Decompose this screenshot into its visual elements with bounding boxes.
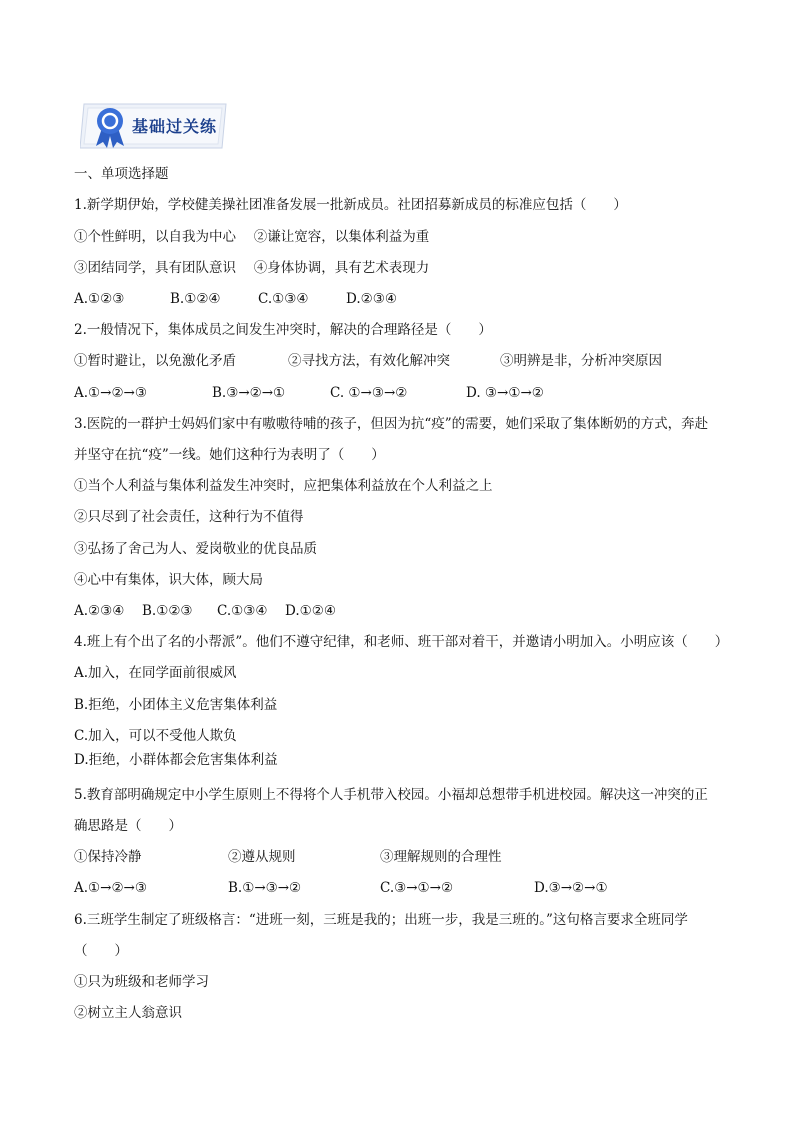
q6-stem-line-2: （ ） [74, 943, 128, 959]
q3-option-b: B.①②③ [142, 603, 193, 619]
q2-statement-1: ①暂时避让，以免激化矛盾 [74, 353, 236, 369]
q5-stem-line-2: 确思路是（ ） [74, 818, 182, 834]
q3-stem-line-1: 3.医院的一群护士妈妈们家中有嗷嗷待哺的孩子，但因为抗“疫”的需要，她们采取了集体断奶的方式，奔赴 [74, 416, 709, 432]
q1-option-b: B.①②④ [170, 291, 221, 307]
q1-option-d: D.②③④ [346, 291, 397, 307]
q3-statement-3: ③弘扬了舍己为人、爱岗敬业的优良品质 [74, 541, 317, 557]
q5-stem-line-1: 5.教育部明确规定中小学生原则上不得将个人手机带入校园。小福却总想带手机进校园。解决这一冲突的正 [74, 787, 708, 803]
q4-option-d: D.拒绝，小群体都会危害集体利益 [74, 752, 278, 768]
q5-option-c: C.③→①→② [380, 880, 454, 896]
q2-stem: 2.一般情况下，集体成员之间发生冲突时，解决的合理路径是（ ） [74, 322, 492, 338]
q5-option-b: B.①→③→② [228, 880, 302, 896]
badge-label: 基础过关练 [132, 117, 218, 136]
q6-statement-2: ②树立主人翁意识 [74, 1005, 182, 1021]
q2-statement-3: ③明辨是非，分析冲突原因 [500, 353, 662, 369]
q6-statement-1: ①只为班级和老师学习 [74, 974, 209, 990]
q2-option-c: C. ①→③→② [330, 385, 408, 401]
q5-option-a: A.①→②→③ [74, 880, 147, 896]
q3-option-a: A.②③④ [74, 603, 125, 619]
section-badge [80, 100, 230, 152]
award-ribbon-icon [90, 104, 130, 150]
q3-statement-2: ②只尽到了社会责任，这种行为不值得 [74, 509, 304, 525]
q2-statement-2: ②寻找方法，有效化解冲突 [288, 353, 450, 369]
q2-option-b: B.③→②→① [212, 385, 286, 401]
section-title: 一、单项选择题 [74, 166, 169, 182]
q1-option-c: C.①③④ [258, 291, 309, 307]
q4-stem: 4.班上有个出了名的小帮派”。他们不遵守纪律，和老师、班干部对着干，并邀请小明加入。小明应该（ ） [74, 634, 729, 650]
q1-stem: 1.新学期伊始，学校健美操社团准备发展一批新成员。社团招募新成员的标准应包括（ ） [74, 197, 627, 213]
q2-option-a: A.①→②→③ [74, 385, 147, 401]
q5-option-d: D.③→②→① [534, 880, 608, 896]
q3-statement-1: ①当个人利益与集体利益发生冲突时，应把集体利益放在个人利益之上 [74, 478, 493, 494]
q1-statement-2: ③团结同学，具有团队意识 ④身体协调，具有艺术表现力 [74, 260, 430, 276]
q1-option-a: A.①②③ [74, 291, 125, 307]
q4-option-b: B.拒绝，小团体主义危害集体利益 [74, 697, 278, 713]
q5-statement-1: ①保持冷静 [74, 849, 142, 865]
q3-option-d: D.①②④ [285, 603, 336, 619]
q5-statement-3: ③理解规则的合理性 [380, 849, 502, 865]
q4-option-c: C.加入，可以不受他人欺负 [74, 728, 237, 744]
q3-statement-4: ④心中有集体，识大体，顾大局 [74, 572, 263, 588]
q6-stem-line-1: 6.三班学生制定了班级格言：“进班一刻，三班是我的；出班一步，我是三班的。”这句格言要求全班同学 [74, 912, 688, 928]
q5-statement-2: ②遵从规则 [228, 849, 296, 865]
q4-option-a: A.加入，在同学面前很威风 [74, 665, 237, 681]
q3-stem-line-2: 并坚守在抗“疫”一线。她们这种行为表明了（ ） [74, 447, 385, 463]
q3-option-c: C.①③④ [217, 603, 268, 619]
q1-statement-1: ①个性鲜明，以自我为中心 ②谦让宽容，以集体利益为重 [74, 229, 430, 245]
q2-option-d: D. ③→①→② [466, 385, 544, 401]
